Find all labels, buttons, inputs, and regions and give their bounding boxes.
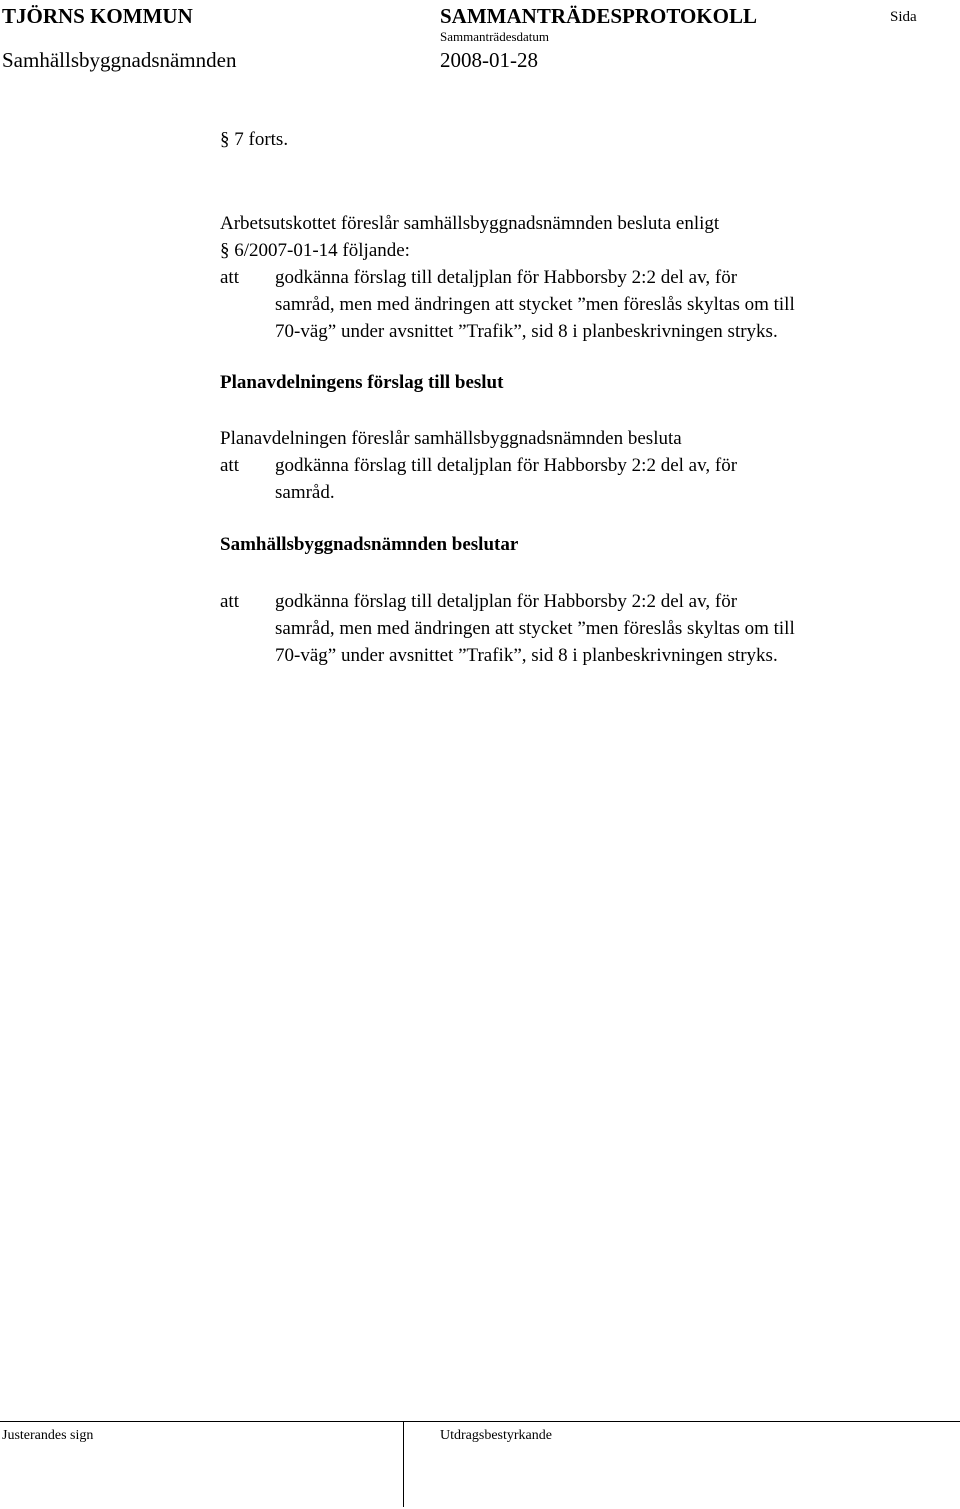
board-name: Samhällsbyggnadsnämnden <box>2 48 237 72</box>
au-proposal-reference: 6/2007-01-14 följande: <box>234 240 410 261</box>
au-att-label: att <box>220 267 239 288</box>
decision-att-line3: 70-väg” under avsnittet ”Trafik”, sid 8 i planbeskrivningen stryks. <box>275 645 778 666</box>
plan-att-line2: samråd. <box>275 482 335 503</box>
page-label: Sida <box>890 9 917 25</box>
organization-name: TJÖRNS KOMMUN <box>2 4 193 28</box>
plan-proposal-heading: Planavdelningens förslag till beslut <box>220 372 504 393</box>
paragraph-symbol: § <box>220 240 230 261</box>
footer-divider <box>0 1421 960 1422</box>
au-att-line3: 70-väg” under avsnittet ”Trafik”, sid 8 i planbeskrivningen stryks. <box>275 321 778 342</box>
decision-att-label: att <box>220 591 239 612</box>
decision-heading: Samhällsbyggnadsnämnden beslutar <box>220 534 519 555</box>
meeting-date: 2008-01-28 <box>440 48 538 72</box>
section-number <box>220 129 288 151</box>
footer-column-divider <box>403 1421 404 1507</box>
meeting-date-label: Sammanträdesdatum <box>440 29 550 44</box>
plan-proposal-intro: Planavdelningen föreslår samhällsbyggnadsnämnden besluta <box>220 428 682 449</box>
au-proposal-line1: Arbetsutskottet föreslår samhällsbyggnadsnämnden besluta enligt <box>220 213 720 234</box>
au-proposal-line2 <box>220 237 410 264</box>
au-att-line2: samråd, men med ändringen att stycket ”men föreslås skyltas om till <box>275 294 795 315</box>
decision-att-line1: godkänna förslag till detaljplan för Habborsby 2:2 del av, för <box>275 591 738 612</box>
au-att-line1: godkänna förslag till detaljplan för Habborsby 2:2 del av, för <box>275 267 738 288</box>
decision-att-line2: samråd, men med ändringen att stycket ”men föreslås skyltas om till <box>275 618 795 639</box>
plan-att-label: att <box>220 455 239 476</box>
document-type-title: SAMMANTRÄDESPROTOKOLL <box>440 4 757 28</box>
section-number-text: 7 forts. <box>234 129 289 150</box>
plan-att-line1: godkänna förslag till detaljplan för Habborsby 2:2 del av, för <box>275 455 738 476</box>
signature-field-label: Justerandes sign <box>2 1428 94 1443</box>
paragraph-symbol: § <box>220 129 230 150</box>
certification-field-label: Utdragsbestyrkande <box>440 1428 552 1443</box>
